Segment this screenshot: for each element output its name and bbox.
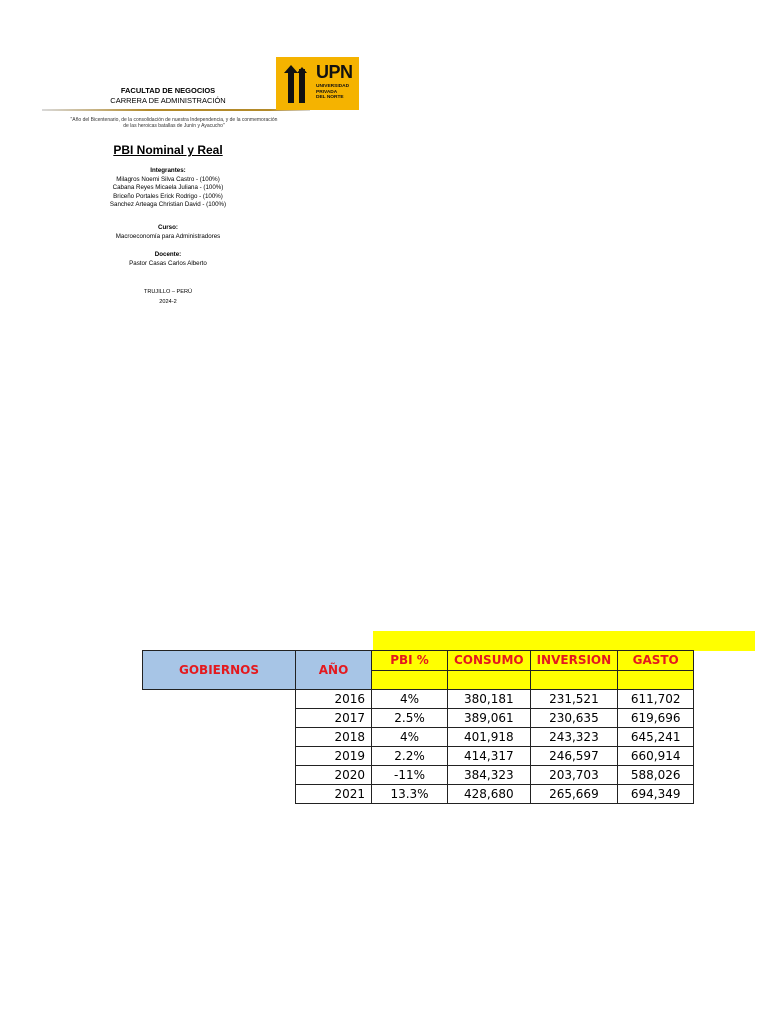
inversion-cell: 203,703: [530, 766, 618, 785]
gasto-cell: 611,702: [618, 690, 694, 709]
course-name: Macroeconomía para Administradores: [115, 232, 221, 240]
table-row: [143, 747, 694, 766]
yellow-cell: [372, 670, 448, 690]
inversion-cell: 230,635: [530, 709, 618, 728]
inversion-cell: 243,323: [530, 728, 618, 747]
year-cell: 2017: [296, 709, 372, 728]
gasto-cell: 588,026: [618, 766, 694, 785]
inversion-cell: 231,521: [530, 690, 618, 709]
consumo-cell: 428,680: [448, 785, 531, 804]
header-inversion: INVERSION: [530, 651, 618, 671]
table-header-row: [143, 651, 694, 671]
year-cell: 2021: [296, 785, 372, 804]
table-row: [143, 728, 694, 747]
yellow-cell: [530, 670, 618, 690]
table-row: [143, 785, 694, 804]
faculty-heading: [40, 86, 296, 106]
members-heading: Integrantes:: [150, 167, 186, 174]
year-cell: 2018: [296, 728, 372, 747]
teacher-section: [40, 251, 296, 268]
gdp-table: [142, 650, 694, 804]
upn-logo: [276, 57, 359, 110]
career-name: CARRERA DE ADMINISTRACIÓN: [110, 96, 226, 105]
header-consumo: CONSUMO: [448, 651, 531, 671]
consumo-cell: 384,323: [448, 766, 531, 785]
member-name: Briceño Portales Erick Rodrigo - (100%): [113, 192, 223, 200]
gobierno-cell: [143, 747, 296, 766]
yellow-cell: [618, 670, 694, 690]
header-pbi: PBI %: [372, 651, 448, 671]
pbi-cell: 13.3%: [372, 785, 448, 804]
header-gasto: GASTO: [618, 651, 694, 671]
year-cell: 2016: [296, 690, 372, 709]
consumo-cell: 380,181: [448, 690, 531, 709]
header-anio: AÑO: [296, 651, 372, 690]
members-section: [40, 167, 296, 210]
upn-arrow-icon: [280, 63, 312, 105]
pbi-cell: 4%: [372, 690, 448, 709]
pbi-cell: 4%: [372, 728, 448, 747]
member-name: Milagros Noemi Silva Castro - (100%): [116, 175, 220, 183]
logo-subtitle: UNIVERSIDAD PRIVADA DEL NORTE: [316, 84, 350, 101]
pbi-cell: -11%: [372, 766, 448, 785]
year-cell: 2020: [296, 766, 372, 785]
bicentennial-quote: "Año del Bicentenario, de la consolidación de nuestra Independencia, y de la conmemoración de las heroicas batallas de Junín y Ayacucho": [70, 117, 278, 129]
teacher-heading: Docente:: [154, 251, 182, 258]
teacher-name: Pastor Casas Carlos Alberto: [129, 259, 207, 267]
pbi-cell: 2.2%: [372, 747, 448, 766]
course-section: [40, 224, 296, 241]
inversion-cell: 246,597: [530, 747, 618, 766]
document-title: PBI Nominal y Real: [113, 143, 223, 157]
table-row: [143, 709, 694, 728]
table-row: [143, 766, 694, 785]
gasto-cell: 645,241: [618, 728, 694, 747]
gasto-cell: 660,914: [618, 747, 694, 766]
gasto-cell: 619,696: [618, 709, 694, 728]
gasto-cell: 694,349: [618, 785, 694, 804]
consumo-cell: 389,061: [448, 709, 531, 728]
logo-text: UPN: [316, 62, 353, 82]
gobierno-cell: [143, 728, 296, 747]
pbi-cell: 2.5%: [372, 709, 448, 728]
faculty-name: FACULTAD DE NEGOCIOS: [120, 86, 216, 95]
header-divider: [42, 109, 310, 111]
inversion-cell: 265,669: [530, 785, 618, 804]
table-row: [143, 690, 694, 709]
term-label: 2024-2: [159, 299, 177, 305]
gobierno-cell: [143, 690, 296, 709]
consumo-cell: 414,317: [448, 747, 531, 766]
gobierno-cell: [143, 709, 296, 728]
table-yellow-band: [373, 631, 755, 651]
year-cell: 2019: [296, 747, 372, 766]
city-label: TRUJILLO – PERÚ: [143, 289, 193, 295]
member-name: Sanchez Arteaga Christian David - (100%): [109, 201, 227, 208]
member-name: Cabana Reyes Micaela Juliana - (100%): [112, 184, 224, 191]
gobierno-cell: [143, 766, 296, 785]
yellow-cell: [448, 670, 531, 690]
gobierno-cell: [143, 785, 296, 804]
header-gobiernos: GOBIERNOS: [143, 651, 296, 690]
consumo-cell: 401,918: [448, 728, 531, 747]
course-heading: Curso:: [158, 224, 178, 231]
